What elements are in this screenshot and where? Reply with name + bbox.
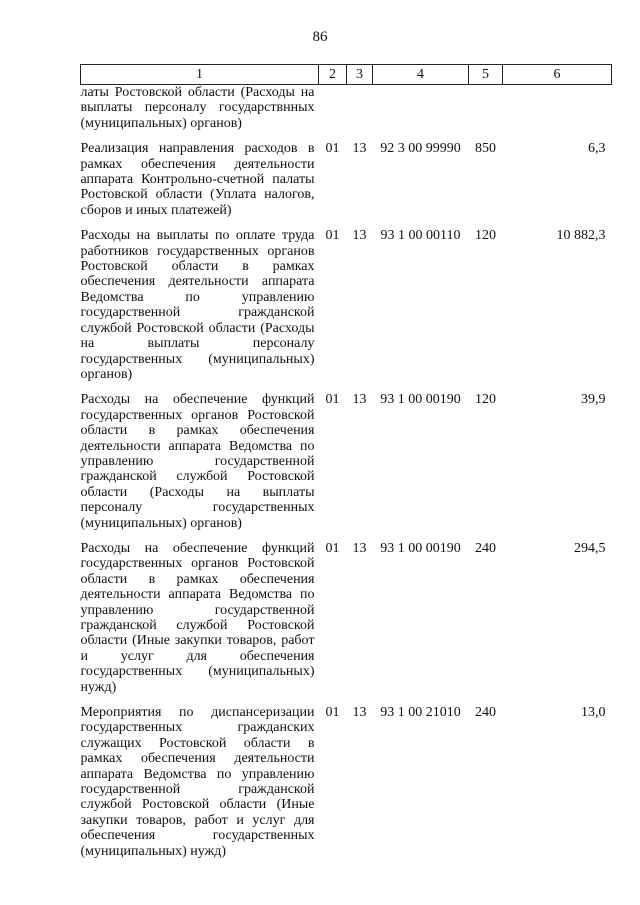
row-description: Расходы на обеспечение функций государственных органов Ростовской области в рамках обеспечения деятельности аппарата Ведомства по управлению государственной гражданской службой Ростовской области (Иные закупки товаров, работ и услуг для обеспечения государственных (муниципальных) нужд) (80, 540, 315, 695)
header-col-3: 3 (347, 65, 373, 85)
table-body (81, 85, 612, 860)
row-description: Расходы на обеспечение функций государственных органов Ростовской области в рамках обеспечения деятельности аппарата Ведомства по управлению государственной гражданской службой Ростовской области (Расходы на выплаты персоналу государственных (муниципальных) органов) (80, 392, 315, 531)
table-row (81, 141, 612, 228)
table-row (81, 705, 612, 859)
table-row (81, 85, 612, 142)
row-subsection: 13 (352, 141, 367, 157)
row-section: 01 (325, 141, 340, 157)
header-row (81, 65, 612, 85)
row-target-article: 93 1 00 00110 (380, 228, 461, 244)
row-section: 01 (325, 392, 340, 408)
table-row (81, 392, 612, 541)
row-section: 01 (325, 228, 340, 244)
row-subsection: 13 (352, 228, 367, 244)
row-expense-type: 240 (475, 705, 496, 721)
header-col-2: 2 (319, 65, 347, 85)
row-target-article: 92 3 00 99990 (380, 141, 461, 157)
row-description: Реализация направления расходов в рамках обеспечения деятельности аппарата Контрольно-счетной палаты Ростовской области (Уплата налогов, сборов и иных платежей) (80, 141, 315, 218)
row-target-article: 93 1 00 00190 (380, 540, 461, 556)
header-col-5: 5 (469, 65, 503, 85)
header-col-6: 6 (503, 65, 612, 85)
header-col-4: 4 (373, 65, 469, 85)
row-amount: 39,9 (581, 392, 606, 408)
page-number: 86 (312, 29, 328, 45)
row-expense-type (469, 85, 503, 142)
row-amount (503, 85, 612, 142)
header-col-1: 1 (81, 65, 319, 85)
row-target-article: 93 1 00 21010 (380, 705, 461, 721)
row-section (319, 85, 347, 142)
row-expense-type: 120 (475, 228, 496, 244)
row-expense-type: 120 (475, 392, 496, 408)
row-expense-type: 240 (475, 540, 496, 556)
row-section: 01 (325, 540, 340, 556)
row-amount: 10 882,3 (556, 228, 606, 244)
row-target-article: 93 1 00 00190 (380, 392, 461, 408)
row-description: латы Ростовской области (Расходы на выплаты персоналу государствнных (муниципальных) органов) (80, 85, 315, 131)
row-subsection: 13 (352, 540, 367, 556)
table-row (81, 541, 612, 705)
budget-table (80, 64, 612, 859)
row-section: 01 (325, 705, 340, 721)
row-target-article (373, 85, 469, 142)
row-expense-type: 850 (475, 141, 496, 157)
row-description: Мероприятия по диспансеризации государственных гражданских служащих Ростовской области в рамках обеспечения деятельности аппарата Ведомства по управлению государственной гражданской службой Ростовской области (Иные закупки товаров, работ и услуг для обеспечения государственных (муниципальных) нужд) (80, 705, 315, 859)
row-amount: 13,0 (581, 705, 606, 721)
row-subsection: 13 (352, 705, 367, 721)
row-amount: 6,3 (588, 141, 606, 157)
table-header (81, 65, 612, 85)
row-amount: 294,5 (574, 540, 606, 556)
row-description: Расходы на выплаты по оплате труда работников государственных органов Ростовской области в рамках обеспечения деятельности аппарата Ведомства по управлению государственной гражданской службой Ростовской области (Расходы на выплаты персоналу государственных (муниципальных) органов) (80, 228, 315, 382)
row-subsection: 13 (352, 392, 367, 408)
table-row (81, 228, 612, 392)
row-subsection (347, 85, 373, 142)
